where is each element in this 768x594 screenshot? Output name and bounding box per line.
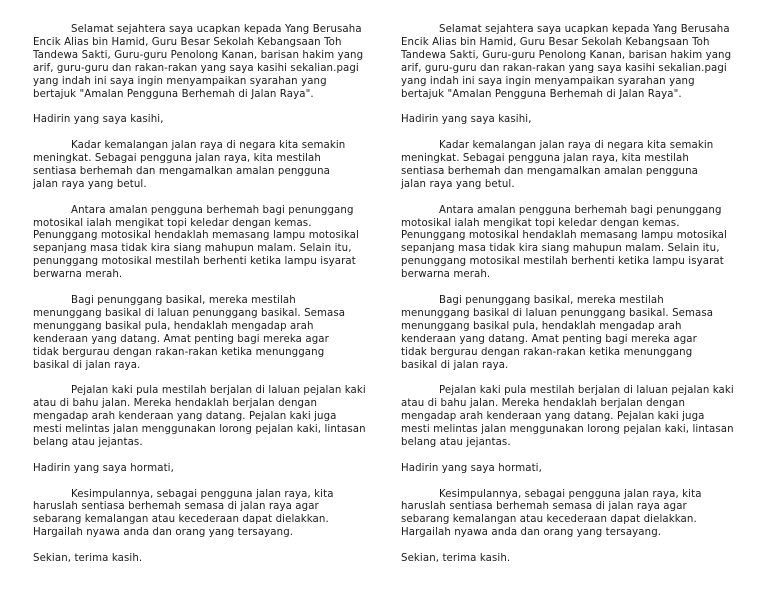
greeting-paragraph: Selamat sejahtera saya ucapkan kepada Yang Berusaha Encik Alias bin Hamid, Guru Besar Sekolah Kebangsaan Toh Tandewa Sakti, Guru-guru Penolong Kanan, barisan hakim yang arif, guru-guru dan rakan-rakan yang saya kasihi sekalian.pagi yang indah ini saya ingin menyampaikan syarahan yang bertajuk "Amalan Pengguna Berhemah di Jalan Raya". [401,24,732,100]
address-line-kasihi: Hadirin yang saya kasihi, [33,114,164,126]
speech-text-column [33,24,373,579]
speech-text-column [401,24,741,579]
document-page-right [384,0,768,594]
motorcyclist-paragraph: Antara amalan pengguna berhemah bagi penunggang motosikal ialah mengikat topi keledar dengan kemas. Penunggang motosikal hendaklah memasang lampu motosikal sepanjang masa tidak kira siang mahupun malam. Selain itu, penunggang motosikal mestilah berhenti ketika lampu isyarat berwarna merah. [33,204,359,281]
accident-rate-paragraph: Kadar kemalangan jalan raya di negara kita semakin meningkat. Sebagai pengguna jalan raya, kita mestilah sentiasa berhemah dan mengamalkan amalan pengguna jalan raya yang betul. [401,140,714,190]
address-line-hormati: Hadirin yang saya hormati, [401,462,542,474]
address-line-hormati: Hadirin yang saya hormati, [33,462,174,474]
conclusion-paragraph: Kesimpulannya, sebagai pengguna jalan raya, kita haruslah sentiasa berhemah semasa di jalan raya agar sebarang kemalangan atau kecederaan dapat dielakkan. Hargailah nyawa anda dan orang yang tersayang. [401,488,702,539]
pedestrian-paragraph: Pejalan kaki pula mestilah berjalan di laluan pejalan kaki atau di bahu jalan. Mereka hendaklah berjalan dengan mengadap arah kenderaan yang datang. Pejalan kaki juga mesti melintas jalan menggunakan lorong pejalan kaki, lintasan belang atau jejantas. [401,385,734,448]
address-line-kasihi: Hadirin yang saya kasihi, [401,114,532,126]
cyclist-paragraph: Bagi penunggang basikal, mereka mestilah menunggang basikal di laluan penunggang basikal. Semasa menunggang basikal pula, hendaklah mengadap arah kenderaan yang datang. Amat penting bagi mereka agar tidak bergurau dengan rakan-rakan ketika menunggang basikal di jalan raya. [33,294,346,371]
pedestrian-paragraph: Pejalan kaki pula mestilah berjalan di laluan pejalan kaki atau di bahu jalan. Mereka hendaklah berjalan dengan mengadap arah kenderaan yang datang. Pejalan kaki juga mesti melintas jalan menggunakan lorong pejalan kaki, lintasan belang atau jejantas. [33,385,366,448]
accident-rate-paragraph: Kadar kemalangan jalan raya di negara kita semakin meningkat. Sebagai pengguna jalan raya, kita mestilah sentiasa berhemah dan mengamalkan amalan pengguna jalan raya yang betul. [33,140,346,190]
closing-line: Sekian, terima kasih. [401,553,511,565]
motorcyclist-paragraph: Antara amalan pengguna berhemah bagi penunggang motosikal ialah mengikat topi keledar dengan kemas. Penunggang motosikal hendaklah memasang lampu motosikal sepanjang masa tidak kira siang mahupun malam. Selain itu, penunggang motosikal mestilah berhenti ketika lampu isyarat berwarna merah. [401,204,727,281]
greeting-paragraph: Selamat sejahtera saya ucapkan kepada Yang Berusaha Encik Alias bin Hamid, Guru Besar Sekolah Kebangsaan Toh Tandewa Sakti, Guru-guru Penolong Kanan, barisan hakim yang arif, guru-guru dan rakan-rakan yang saya kasihi sekalian.pagi yang indah ini saya ingin menyampaikan syarahan yang bertajuk "Amalan Pengguna Berhemah di Jalan Raya". [33,24,364,100]
closing-line: Sekian, terima kasih. [33,553,143,565]
conclusion-paragraph: Kesimpulannya, sebagai pengguna jalan raya, kita haruslah sentiasa berhemah semasa di jalan raya agar sebarang kemalangan atau kecederaan dapat dielakkan. Hargailah nyawa anda dan orang yang tersayang. [33,488,334,539]
cyclist-paragraph: Bagi penunggang basikal, mereka mestilah menunggang basikal di laluan penunggang basikal. Semasa menunggang basikal pula, hendaklah mengadap arah kenderaan yang datang. Amat penting bagi mereka agar tidak bergurau dengan rakan-rakan ketika menunggang basikal di jalan raya. [401,294,714,371]
